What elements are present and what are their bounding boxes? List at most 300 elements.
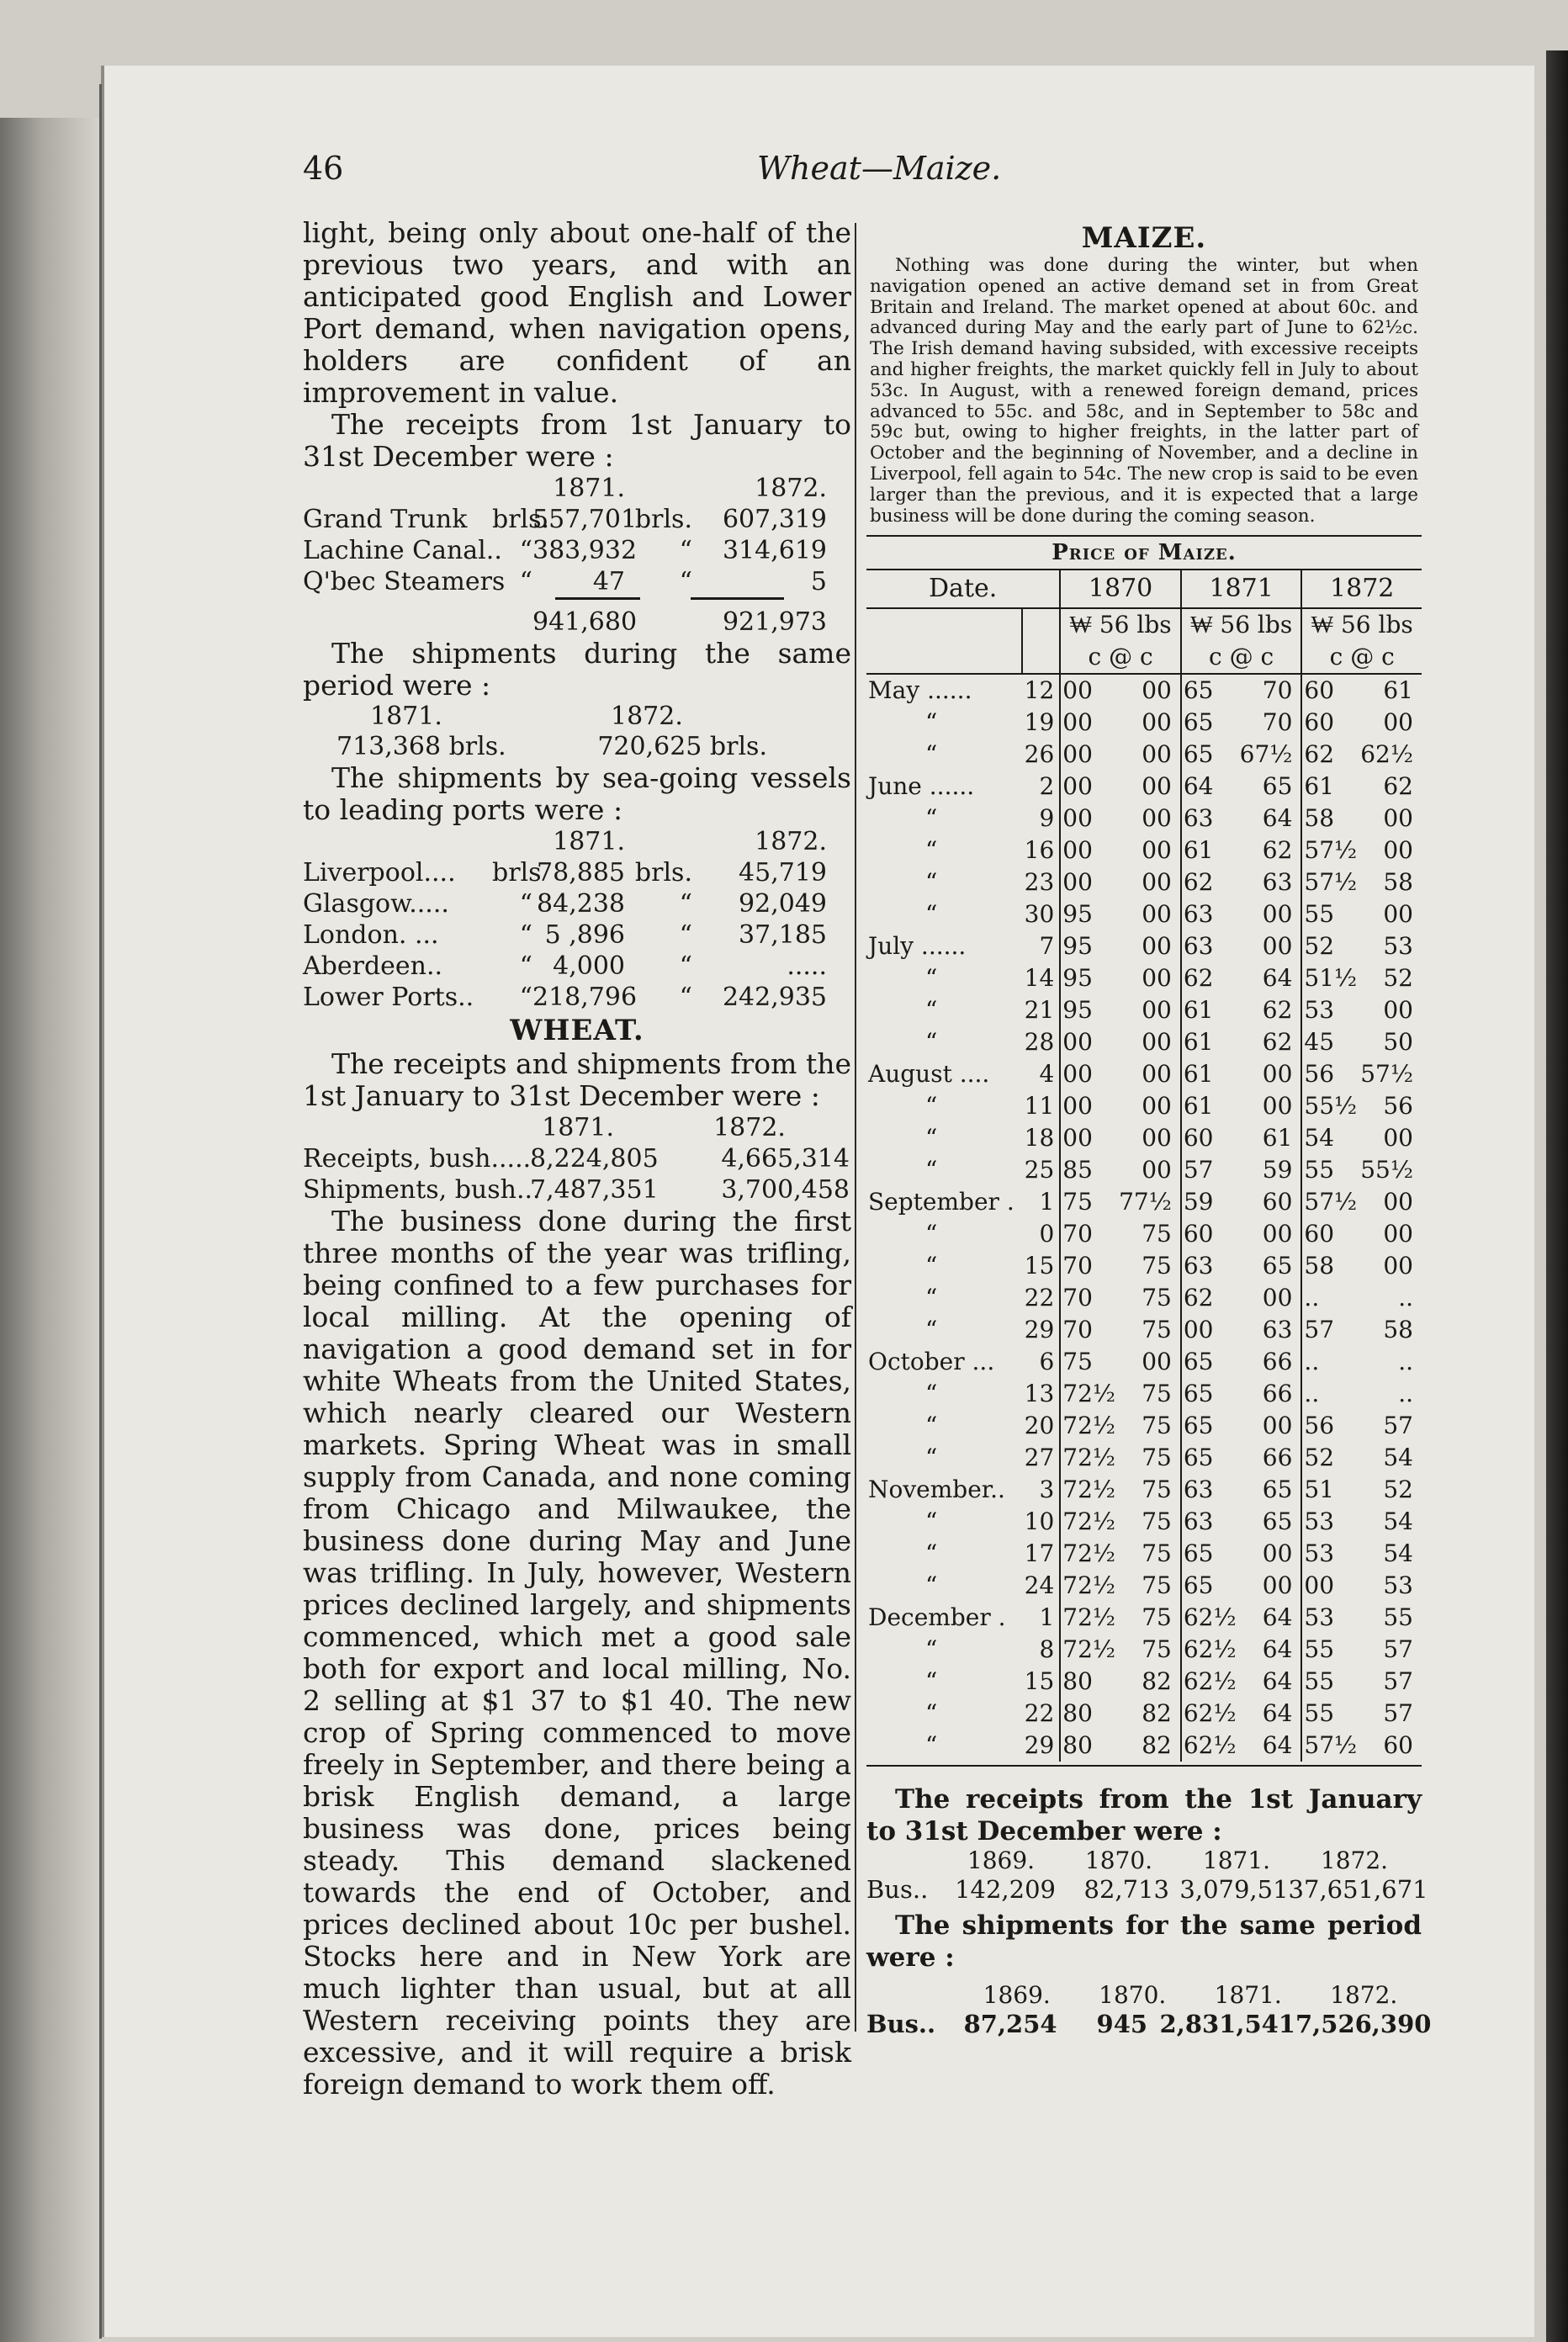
price-cell: 00 xyxy=(1142,804,1172,833)
price-cell: 61 xyxy=(1181,1026,1238,1058)
table-row xyxy=(866,835,1422,866)
price-cell: 65 xyxy=(1181,1378,1238,1410)
price-cell: 00 xyxy=(1060,707,1117,739)
cell-value: 242,935 xyxy=(722,983,827,1012)
price-cell: 62 xyxy=(1383,772,1413,801)
row-label: Lachine Canal.. xyxy=(303,536,502,565)
running-title: Wheat—Maize. xyxy=(757,150,1002,187)
cell-value: 47 xyxy=(592,567,625,596)
section-heading: MAIZE. xyxy=(1081,221,1207,255)
unit-label: “ xyxy=(679,567,692,596)
price-cell: 63 xyxy=(1181,1506,1238,1538)
table-row xyxy=(866,1442,1422,1474)
price-cell: 54 xyxy=(1383,1539,1413,1568)
price-cell: 63 xyxy=(1181,803,1238,835)
price-cell: 00 xyxy=(1060,835,1117,866)
price-cell: 62 xyxy=(1181,1282,1238,1314)
table-row xyxy=(866,1474,1422,1506)
paragraph: The receipts from the 1st January to 31st December were : xyxy=(866,1784,1422,1847)
month-cell: September . xyxy=(868,1188,1014,1216)
price-cell: 52 xyxy=(1301,930,1359,962)
day-cell: 28 xyxy=(1024,1028,1055,1057)
price-cell: 95 xyxy=(1060,898,1117,930)
price-cell: 61 xyxy=(1181,1090,1238,1122)
price-cell: 00 xyxy=(1142,1124,1172,1152)
price-cell: 72½ xyxy=(1060,1410,1117,1442)
price-cell: 57 xyxy=(1383,1699,1413,1728)
price-cell: 64 xyxy=(1262,964,1293,993)
price-cell: 61 xyxy=(1383,676,1413,705)
price-table-block xyxy=(866,535,1422,1767)
month-cell: “ xyxy=(925,1156,938,1184)
price-cell: 00 xyxy=(1142,1348,1172,1376)
table-row xyxy=(866,1730,1422,1762)
table-row xyxy=(866,1698,1422,1730)
month-cell: August .... xyxy=(868,1060,990,1089)
month-cell: July ...... xyxy=(868,932,967,961)
day-cell: 1 xyxy=(1039,1603,1055,1632)
page-number: 46 xyxy=(303,150,344,187)
price-cell: 00 xyxy=(1142,996,1172,1025)
total-rule xyxy=(303,597,851,607)
price-cell: 57 xyxy=(1383,1412,1413,1440)
month-cell: “ xyxy=(925,1731,938,1760)
day-cell: 1 xyxy=(1039,1188,1055,1216)
month-cell: June ...... xyxy=(868,772,975,801)
price-cell: 72½ xyxy=(1060,1602,1117,1634)
price-cell: 70 xyxy=(1060,1250,1117,1282)
price-cell: 75 xyxy=(1142,1507,1172,1536)
price-cell: 75 xyxy=(1142,1412,1172,1440)
price-cell: 62½ xyxy=(1181,1634,1238,1666)
table-row xyxy=(303,951,851,982)
unit-label: brls. xyxy=(634,505,692,534)
table-row xyxy=(303,535,851,566)
price-cell: 66 xyxy=(1262,1444,1293,1472)
price-cell: 66 xyxy=(1262,1348,1293,1376)
day-cell: 24 xyxy=(1024,1571,1055,1600)
cell-value: ..... xyxy=(787,951,827,981)
price-cell: 58 xyxy=(1301,1250,1359,1282)
day-cell: 30 xyxy=(1024,900,1055,929)
table-row xyxy=(866,674,1422,707)
price-cell: 60 xyxy=(1301,674,1359,707)
price-cell: 95 xyxy=(1060,930,1117,962)
price-cell: 82 xyxy=(1142,1699,1172,1728)
price-cell: 70 xyxy=(1060,1282,1117,1314)
day-cell: 19 xyxy=(1024,708,1055,737)
month-cell: “ xyxy=(925,1028,938,1057)
price-cell: 85 xyxy=(1060,1154,1117,1186)
price-cell: .. xyxy=(1301,1346,1359,1378)
table-row xyxy=(866,1506,1422,1538)
cell-value: 8,224,805 xyxy=(530,1144,659,1174)
price-cell: 00 xyxy=(1142,676,1172,705)
price-cell: 75 xyxy=(1142,1380,1172,1408)
paragraph: Nothing was done during the winter, but when navigation opened an active demand set in from Great Britain and Ireland. The market opened at about 60c. and advanced during May and the early part of June to 62½c. The Irish demand having subsided, with excessive receipts and higher freights, the market quickly fell in July to about 53c. In August, with a renewed foreign demand, prices advanced to 55c. and 58c, and in September to 58c and 59c but, owing to higher freights, in the latter part of October and the beginning of November, and a decline in Liverpool, fell again to 54c. The new crop is said to be even larger than the previous, and it is expected that a large business will be done during the coming season. xyxy=(870,255,1418,527)
table-row: 941,680 921,973 xyxy=(532,607,827,637)
price-cell: 00 xyxy=(1262,900,1293,929)
row-label: Receipts, bush..... xyxy=(303,1144,532,1174)
table-header: 1869. 1870. 1871. 1872. xyxy=(983,1981,1398,2010)
page-gutter xyxy=(99,84,102,2339)
price-cell: 62½ xyxy=(1181,1666,1238,1698)
price-cell: 59 xyxy=(1262,1156,1293,1184)
price-cell: 54 xyxy=(1383,1444,1413,1472)
price-cell: 00 xyxy=(1383,1220,1413,1248)
price-cell: 72½ xyxy=(1060,1538,1117,1570)
price-cell: 82 xyxy=(1142,1731,1172,1760)
price-cell: 00 xyxy=(1060,674,1117,707)
price-cell: 57 xyxy=(1383,1667,1413,1696)
price-cell: 75 xyxy=(1142,1220,1172,1248)
price-cell: 61 xyxy=(1262,1124,1293,1152)
column-divider xyxy=(855,223,856,2032)
price-cell: 00 xyxy=(1383,900,1413,929)
price-cell: 00 xyxy=(1060,1026,1117,1058)
price-cell: 57 xyxy=(1181,1154,1238,1186)
price-cell: 50 xyxy=(1383,1028,1413,1057)
price-cell: .. xyxy=(1398,1380,1413,1408)
paragraph: The shipments for the same period were : xyxy=(866,1910,1422,1974)
table-row xyxy=(866,1122,1422,1154)
day-cell: 12 xyxy=(1024,676,1055,705)
price-cell: 64 xyxy=(1181,771,1238,803)
table-header: 1869. 1870. 1871. 1872. xyxy=(967,1847,1389,1875)
day-cell: 4 xyxy=(1039,1060,1055,1089)
month-cell: “ xyxy=(925,740,938,769)
range-label: c @ c xyxy=(1060,641,1181,674)
price-cell: 57½ xyxy=(1360,1060,1413,1089)
price-cell: 67½ xyxy=(1239,740,1293,769)
price-cell: 60 xyxy=(1383,1731,1413,1760)
price-cell: 75 xyxy=(1142,1476,1172,1504)
price-cell: 00 xyxy=(1262,1284,1293,1312)
price-cell: 75 xyxy=(1142,1603,1172,1632)
table-header: 1871. 1872. xyxy=(553,474,827,503)
day-cell: 21 xyxy=(1024,996,1055,1025)
price-cell: 00 xyxy=(1383,1252,1413,1280)
cell-value: 7,487,351 xyxy=(530,1175,659,1205)
day-cell: 15 xyxy=(1024,1667,1055,1696)
table-row xyxy=(303,982,851,1013)
price-cell: 58 xyxy=(1383,868,1413,897)
price-cell: 51½ xyxy=(1301,962,1359,994)
price-cell: 75 xyxy=(1060,1346,1117,1378)
price-cell: 55 xyxy=(1301,898,1359,930)
month-cell: “ xyxy=(925,1667,938,1696)
paragraph: The shipments during the same period were : xyxy=(303,637,851,702)
cell-value: 45,719 xyxy=(739,858,827,888)
price-cell: 00 xyxy=(1181,1314,1238,1346)
price-cell: 00 xyxy=(1383,1188,1413,1216)
price-cell: 00 xyxy=(1142,1092,1172,1121)
price-cell: 65 xyxy=(1181,1346,1238,1378)
price-cell: 60 xyxy=(1301,1218,1359,1250)
day-cell: 22 xyxy=(1024,1699,1055,1728)
cell-value: 557,701 xyxy=(532,505,638,534)
table-row xyxy=(866,1250,1422,1282)
day-cell: 14 xyxy=(1024,964,1055,993)
cell-value: 4,665,314 xyxy=(721,1144,850,1174)
month-cell: “ xyxy=(925,1571,938,1600)
price-cell: 63 xyxy=(1181,898,1238,930)
month-cell: “ xyxy=(925,1284,938,1312)
price-cell: 80 xyxy=(1060,1666,1117,1698)
price-cell: 53 xyxy=(1383,932,1413,961)
day-cell: 25 xyxy=(1024,1156,1055,1184)
price-cell: 65 xyxy=(1181,707,1238,739)
table-row xyxy=(866,1218,1422,1250)
price-cell: 63 xyxy=(1262,1316,1293,1344)
price-cell: 53 xyxy=(1301,1602,1359,1634)
unit-label: “ xyxy=(679,536,692,565)
month-cell: “ xyxy=(925,1220,938,1248)
price-cell: 64 xyxy=(1262,804,1293,833)
row-label: Glasgow..... xyxy=(303,889,449,919)
day-cell: 27 xyxy=(1024,1444,1055,1472)
day-cell: 23 xyxy=(1024,868,1055,897)
price-cell: 64 xyxy=(1262,1731,1293,1760)
wheat-table xyxy=(303,1143,851,1205)
column-header: Date. xyxy=(929,574,998,604)
price-cell: 65 xyxy=(1181,739,1238,771)
price-cell: 00 xyxy=(1142,932,1172,961)
month-cell: “ xyxy=(925,1316,938,1344)
price-cell: 72½ xyxy=(1060,1378,1117,1410)
price-cell: 52 xyxy=(1383,1476,1413,1504)
paragraph: The shipments by sea-going vessels to leading ports were : xyxy=(303,761,851,826)
table-row xyxy=(866,994,1422,1026)
price-cell: 70 xyxy=(1060,1218,1117,1250)
month-cell: “ xyxy=(925,1444,938,1472)
left-column xyxy=(303,217,851,2101)
price-cell: 72½ xyxy=(1060,1570,1117,1602)
price-cell: 57½ xyxy=(1301,866,1359,898)
price-cell: 55 xyxy=(1301,1634,1359,1666)
cell-value: 78,885 xyxy=(537,858,625,888)
price-cell: 55 xyxy=(1301,1698,1359,1730)
day-cell: 18 xyxy=(1024,1124,1055,1152)
price-cell: 61 xyxy=(1181,1058,1238,1090)
day-cell: 20 xyxy=(1024,1412,1055,1440)
price-cell: 65 xyxy=(1181,1410,1238,1442)
cell-value: 84,238 xyxy=(537,889,625,919)
table-row: 713,368 brls. 720,625 brls. xyxy=(336,732,767,761)
price-cell: 62 xyxy=(1262,996,1293,1025)
price-cell: 80 xyxy=(1060,1730,1117,1762)
price-cell: 52 xyxy=(1301,1442,1359,1474)
table-title: Price of Maize. xyxy=(866,537,1422,570)
cell-value: 3,700,458 xyxy=(721,1175,850,1205)
price-cell: 00 xyxy=(1142,1156,1172,1184)
table-row xyxy=(866,739,1422,771)
price-cell: 00 xyxy=(1060,1090,1117,1122)
unit-label: “ xyxy=(679,983,692,1012)
unit-label: “ xyxy=(679,889,692,919)
price-cell: 66 xyxy=(1262,1380,1293,1408)
price-cell: 55 xyxy=(1301,1666,1359,1698)
price-cell: 00 xyxy=(1383,836,1413,865)
price-cell: 00 xyxy=(1060,771,1117,803)
table-row xyxy=(866,1538,1422,1570)
price-cell: 59 xyxy=(1181,1186,1238,1218)
paragraph: light, being only about one-half of the previous two years, and with an anticipated good English and Lower Port demand, when navigation opens, holders are confident of an improvement in value. xyxy=(303,216,851,409)
month-cell: “ xyxy=(925,1412,938,1440)
price-cell: 95 xyxy=(1060,962,1117,994)
price-cell: 60 xyxy=(1181,1122,1238,1154)
price-cell: 65 xyxy=(1262,772,1293,801)
unit-label: brls. xyxy=(634,858,692,888)
price-cell: 00 xyxy=(1383,804,1413,833)
table-row xyxy=(303,1143,851,1174)
column-header: 1870 xyxy=(1060,570,1181,608)
price-cell: 56 xyxy=(1383,1092,1413,1121)
price-cell: 72½ xyxy=(1060,1634,1117,1666)
price-cell: 00 xyxy=(1262,1060,1293,1089)
cell-value: 5 xyxy=(810,567,827,596)
unit-label: ₩ 56 lbs xyxy=(1301,608,1422,641)
price-cell: 60 xyxy=(1181,1218,1238,1250)
receipts-table xyxy=(303,504,851,597)
table-row xyxy=(303,888,851,919)
row-label: Lower Ports.. xyxy=(303,983,474,1012)
table-row xyxy=(866,1314,1422,1346)
month-cell: “ xyxy=(925,1507,938,1536)
unit-label: “ xyxy=(519,567,532,596)
price-cell: .. xyxy=(1398,1284,1413,1312)
table-row xyxy=(866,1666,1422,1698)
price-cell: 62 xyxy=(1262,836,1293,865)
unit-label: “ xyxy=(519,951,532,981)
price-cell: 00 xyxy=(1060,866,1117,898)
table-row xyxy=(866,1026,1422,1058)
price-cell: 70 xyxy=(1262,708,1293,737)
day-cell: 11 xyxy=(1024,1092,1055,1121)
price-cell: 62 xyxy=(1181,866,1238,898)
book-right-edge xyxy=(1546,50,1568,2342)
month-cell: “ xyxy=(925,1252,938,1280)
price-cell: 62½ xyxy=(1181,1730,1238,1762)
price-cell: 00 xyxy=(1060,739,1117,771)
price-cell: 75 xyxy=(1142,1571,1172,1600)
price-cell: 62½ xyxy=(1181,1602,1238,1634)
cell-value: 92,049 xyxy=(739,889,827,919)
price-cell: 64 xyxy=(1262,1635,1293,1664)
month-cell: “ xyxy=(925,1699,938,1728)
row-label: Grand Trunk xyxy=(303,505,468,534)
table-row xyxy=(866,1154,1422,1186)
price-cell: 56 xyxy=(1301,1410,1359,1442)
price-cell: 00 xyxy=(1142,740,1172,769)
price-cell: 00 xyxy=(1262,932,1293,961)
price-cell: 53 xyxy=(1301,994,1359,1026)
price-cell: 00 xyxy=(1060,1058,1117,1090)
price-cell: 65 xyxy=(1262,1252,1293,1280)
range-label: c @ c xyxy=(1301,641,1422,674)
table-row xyxy=(303,857,851,888)
price-cell: 60 xyxy=(1301,707,1359,739)
month-cell: “ xyxy=(925,1539,938,1568)
price-cell: 65 xyxy=(1262,1476,1293,1504)
month-cell: “ xyxy=(925,836,938,865)
table-header: 1871. 1872. xyxy=(370,702,683,731)
row-label: Shipments, bush... xyxy=(303,1175,541,1205)
price-cell: .. xyxy=(1301,1378,1359,1410)
price-cell: 62 xyxy=(1181,962,1238,994)
day-cell: 7 xyxy=(1039,932,1055,961)
price-cell: 51 xyxy=(1301,1474,1359,1506)
price-cell: 82 xyxy=(1142,1667,1172,1696)
price-cell: 55½ xyxy=(1301,1090,1359,1122)
table-row xyxy=(303,504,851,535)
price-cell: 65 xyxy=(1262,1507,1293,1536)
price-cell: 63 xyxy=(1181,1474,1238,1506)
price-cell: 55 xyxy=(1383,1603,1413,1632)
price-cell: 65 xyxy=(1181,674,1238,707)
price-cell: 64 xyxy=(1262,1667,1293,1696)
price-cell: 60 xyxy=(1262,1188,1293,1216)
section-heading: WHEAT. xyxy=(510,1014,644,1047)
day-cell: 26 xyxy=(1024,740,1055,769)
row-label: Aberdeen.. xyxy=(303,951,443,981)
price-table-body xyxy=(866,674,1422,1762)
day-cell: 10 xyxy=(1024,1507,1055,1536)
table-row xyxy=(866,1346,1422,1378)
price-cell: 54 xyxy=(1383,1507,1413,1536)
range-label: c @ c xyxy=(1181,641,1302,674)
month-cell: “ xyxy=(925,1092,938,1121)
price-cell: 00 xyxy=(1383,1124,1413,1152)
price-cell: 75 xyxy=(1142,1252,1172,1280)
table-row: Bus.. 142,209 82,713 3,079,513 7,651,671 xyxy=(866,1875,1428,1905)
book-binding-shadow xyxy=(0,118,101,2342)
table-header: 1871. 1872. xyxy=(542,1113,786,1142)
table-row xyxy=(866,866,1422,898)
price-cell: 00 xyxy=(1301,1570,1359,1602)
price-cell: 70 xyxy=(1060,1314,1117,1346)
paragraph: The business done during the first three months of the year was trifling, being confined to a few purchases for local milling. At the opening of navigation a good demand set in for white Wheats from the United States, which nearly cleared our Western markets. Spring Wheat was in small supply from Canada, and none coming from Chicago and Milwaukee, the business done during May and June was trifling. In July, however, Western prices declined largely, and shipments commenced, which met a good sale both for export and local milling, No. 2 selling at $1 37 to $1 40. The new crop of Spring commenced to move freely in September, and there being a brisk English demand, a large business was done, prices being steady. This demand slackened towards the end of October, and prices declined about 10c per bushel. Stocks here and in New York are much lighter than usual, but at all Western receiving points they are excessive, and it will require a brisk foreign demand to work them off. xyxy=(303,1205,851,2101)
unit-label: “ xyxy=(519,983,532,1012)
price-cell: 45 xyxy=(1301,1026,1359,1058)
unit-label: “ xyxy=(679,920,692,950)
day-cell: 22 xyxy=(1024,1284,1055,1312)
price-table xyxy=(866,570,1422,1762)
price-cell: 00 xyxy=(1060,803,1117,835)
day-cell: 9 xyxy=(1039,804,1055,833)
price-cell: 61 xyxy=(1181,994,1238,1026)
cell-value: 314,619 xyxy=(722,536,827,565)
price-cell: 00 xyxy=(1142,708,1172,737)
price-cell: 75 xyxy=(1142,1284,1172,1312)
row-label: London. ... xyxy=(303,920,439,950)
table-row xyxy=(866,1634,1422,1666)
price-cell: 75 xyxy=(1142,1635,1172,1664)
month-cell: October ... xyxy=(868,1348,995,1376)
month-cell: “ xyxy=(925,708,938,737)
table-row xyxy=(866,1410,1422,1442)
unit-label: ₩ 56 lbs xyxy=(1060,608,1181,641)
price-cell: 61 xyxy=(1301,771,1359,803)
row-label: Q'bec Steamers xyxy=(303,567,506,596)
unit-label: ₩ 56 lbs xyxy=(1181,608,1302,641)
price-cell: 62 xyxy=(1301,739,1359,771)
price-cell: 00 xyxy=(1142,772,1172,801)
month-cell: “ xyxy=(925,804,938,833)
table-row xyxy=(866,898,1422,930)
day-cell: 16 xyxy=(1024,836,1055,865)
day-cell: 17 xyxy=(1024,1539,1055,1568)
